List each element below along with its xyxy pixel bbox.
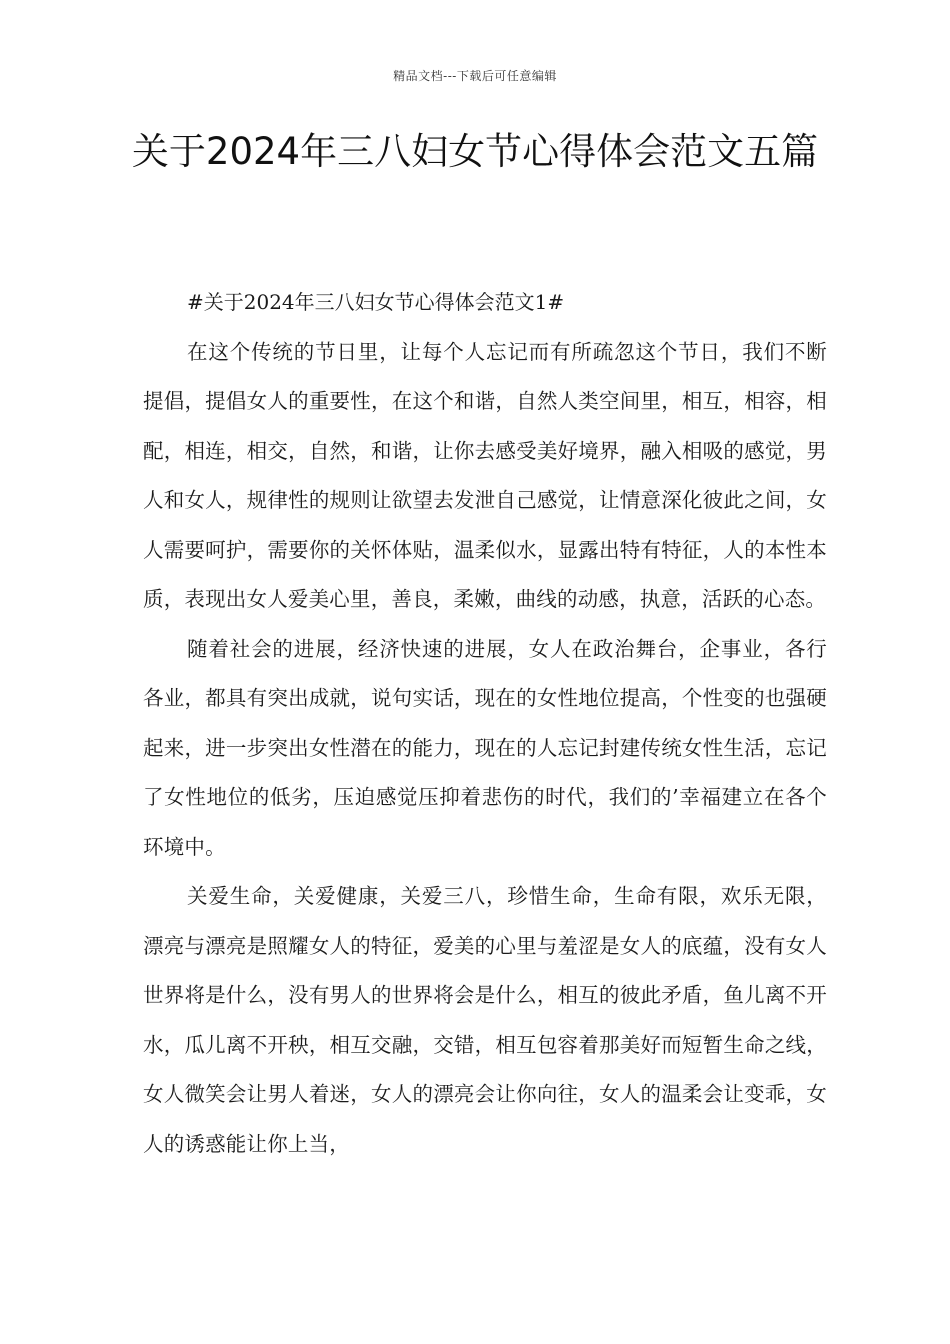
header-note: 精品文档---下载后可任意编辑: [393, 69, 557, 83]
document-body: [143, 278, 827, 1169]
paragraph: 关爱生命，关爱健康，关爱三八，珍惜生命，生命有限，欢乐无限，漂亮与漂亮是照耀女人的特征，爱美的心里与羞涩是女人的底蕴，没有女人世界将是什么，没有男人的世界将会是什么，相互的彼此矛盾，鱼儿离不开水，瓜儿离不开秧，相互交融，交错，相互包容着那美好而短暂生命之线，女人微笑会让男人着迷，女人的漂亮会让你向往，女人的温柔会让变乖，女人的诱惑能让你上当，: [143, 884, 827, 1156]
paragraph: 随着社会的进展，经济快速的进展，女人在政治舞台，企事业，各行各业，都具有突出成就，说句实话，现在的女性地位提高，个性变的也强硬起来，进一步突出女性潜在的能力，现在的人忘记封建传统女性生活，忘记了女性地位的低劣，压迫感觉压抑着悲伤的时代，我们的’幸福建立在各个环境中。: [143, 636, 827, 859]
section-heading: #关于2024年三八妇女节心得体会范文1#: [187, 290, 565, 314]
document-title: 关于2024年三八妇女节心得体会范文五篇: [131, 130, 819, 173]
paragraph: 在这个传统的节日里，让每个人忘记而有所疏忽这个节日，我们不断提倡，提倡女人的重要性，在这个和谐，自然人类空间里，相互，相容，相配，相连，相交，自然，和谐，让你去感受美好境界，融入相吸的感觉，男人和女人，规律性的规则让欲望去发泄自己感觉，让情意深化彼此之间，女人需要呵护，需要你的关怀体贴，温柔似水，显露出特有特征，人的本性本质，表现出女人爱美心里，善良，柔嫩，曲线的动感，执意，活跃的心态。: [143, 339, 827, 611]
